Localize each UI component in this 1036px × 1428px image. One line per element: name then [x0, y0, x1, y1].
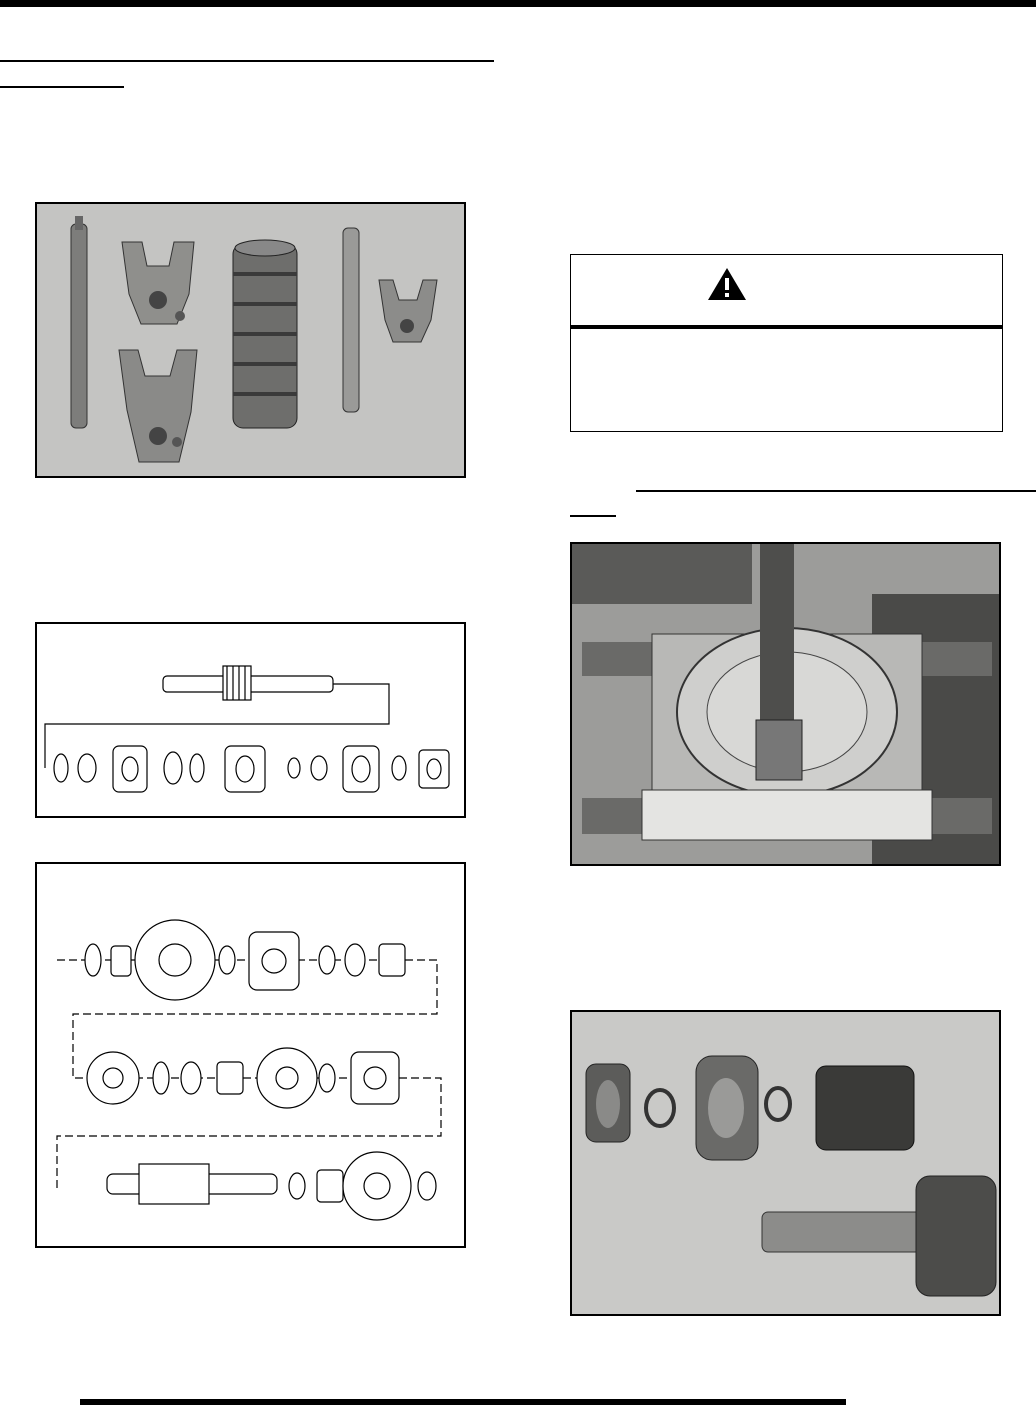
warning-box	[570, 254, 1003, 432]
reference-underline-continued	[570, 515, 616, 517]
shift-forks-photo	[35, 202, 466, 478]
output-shaft-diagram	[35, 622, 466, 818]
section-subheading-rule	[0, 86, 124, 88]
section-heading-rule	[0, 60, 494, 62]
top-rule	[0, 0, 1036, 7]
main-shaft-diagram	[35, 862, 466, 1248]
footer-rule	[80, 1399, 846, 1405]
warning-triangle-icon	[706, 266, 748, 302]
bearing-press-photo	[570, 542, 1001, 866]
gear-set-photo	[570, 1010, 1001, 1316]
reference-underline	[636, 490, 1036, 492]
warning-divider	[570, 325, 1003, 329]
